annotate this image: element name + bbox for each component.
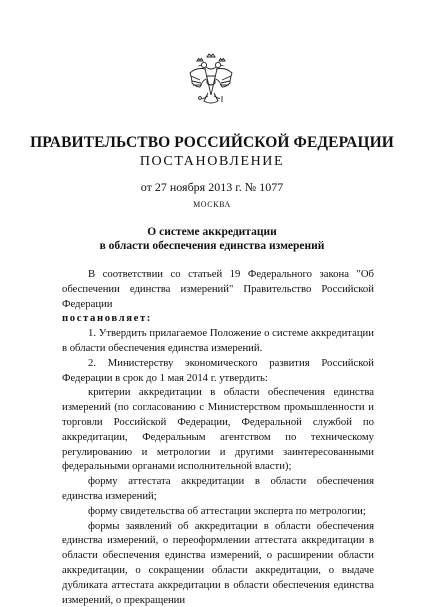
city-label: МОСКВА [193,200,231,209]
paragraph-item-1: 1. Утвердить прилагаемое Положение о системе аккредитации в области обеспечения единства измерений. [62,327,374,354]
document-heading [0,225,424,253]
paragraph-application-forms: формы заявлений об аккредитации в области обеспечения единства измерений, о переоформлении аттестата аккредитации в области обеспечения единства измерений, о расширении области аккредитации, о сокращении области аккредитации, о выдаче дубликата аттестата аккредитации в области обеспечения единства измерений, о прекращении [62,519,374,606]
paragraph-certificate-form: форму аттестата аккредитации в области обеспечения единства измерений; [62,475,374,502]
coat-of-arms-icon [188,52,234,106]
paragraph-item-2: 2. Министерству экономического развития Российской Федерации в срок до 1 мая 2014 г. утвердить: [62,356,374,384]
document-body [62,267,374,607]
heading-line-2: в области обеспечения единства измерений [99,240,325,252]
heading-line-1: О системе аккредитации [147,226,277,238]
paragraph-expert-form: форму свидетельства об аттестации эксперта по метрологии; [88,504,366,517]
government-title: ПРАВИТЕЛЬСТВО РОССИЙСКОЙ ФЕДЕРАЦИИ [30,134,394,151]
document-type: ПОСТАНОВЛЕНИЕ [139,154,285,169]
date-number-line: от 27 ноября 2013 г. № 1077 [140,180,284,194]
paragraph-resolves: постановляет: [62,312,152,325]
paragraph-preamble: В соответствии со статьей 19 Федерального закона "Об обеспечении единства измерений" Правительство Российской Федерации [62,268,374,310]
paragraph-criteria: критерии аккредитации в области обеспечения единства измерений (по согласованию с Министерством промышленности и торговли Российской Федерации, Федеральной службой по аккредитации, Федеральным агентством по техническому регулированию и метрологии и другими заинтересованными федеральными органами исполнительной власти); [62,386,374,473]
